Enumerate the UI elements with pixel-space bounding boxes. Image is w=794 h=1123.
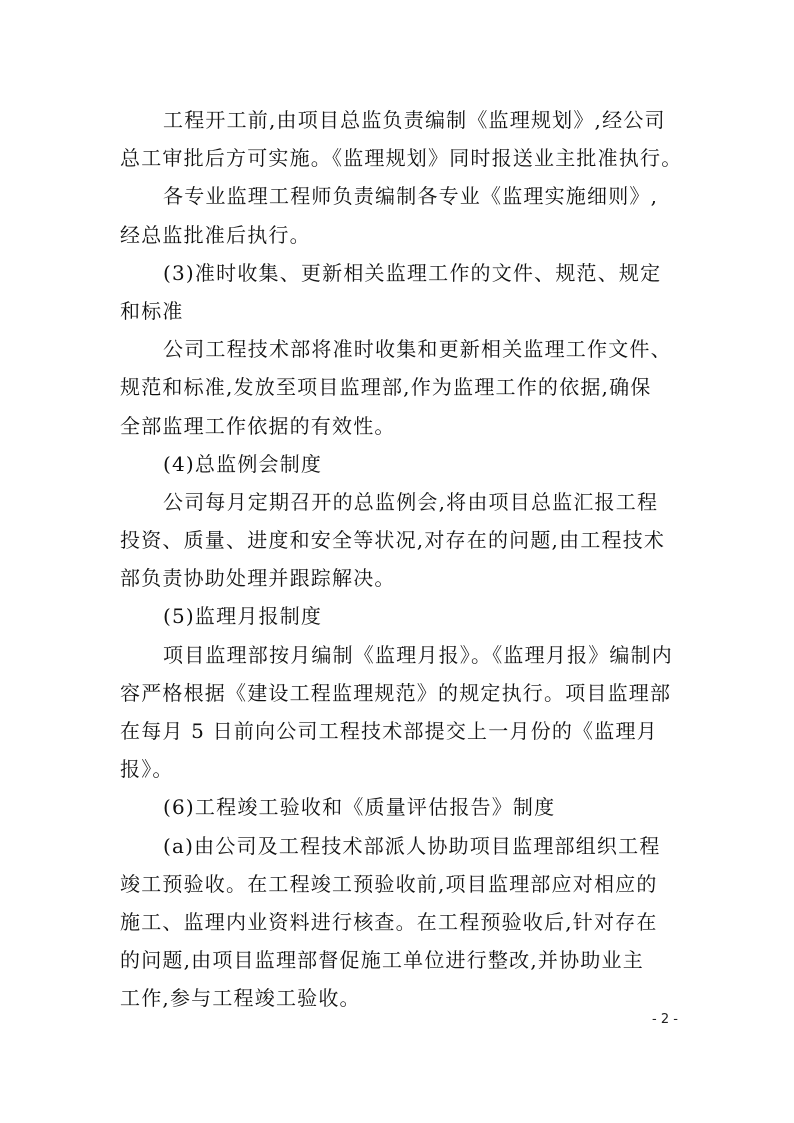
text-line: 经总监批准后执行。 (120, 222, 311, 247)
text-line: 在每月 5 日前向公司工程技术部提交上一月份的《监理月 (120, 719, 658, 743)
text-line: 公司工程技术部将准时收集和更新相关监理工作文件、 (163, 337, 672, 362)
text-line: 全部监理工作依据的有效性。 (120, 413, 396, 438)
section-heading: (6)工程竣工验收和《质量评估报告》制度 (163, 795, 556, 820)
document-body (120, 101, 683, 1018)
text-line: 总工审批后方可实施。《监理规划》同时报送业主批准执行。 (120, 146, 683, 171)
text-line: 规范和标准,发放至项目监理部,作为监理工作的依据,确保 (120, 375, 652, 400)
text-line: 项目监理部按月编制《监理月报》。《监理月报》编制内 (163, 642, 673, 667)
text-line: 部负责协助处理并跟踪解决。 (120, 566, 396, 591)
text-line: 各专业监理工程师负责编制各专业《监理实施细则》, (163, 184, 659, 209)
text-line: 投资、质量、进度和安全等状况,对存在的问题,由工程技术 (120, 528, 666, 553)
section-heading: (5)监理月报制度 (163, 604, 323, 629)
section-heading: (3)准时收集、更新相关监理工作的文件、规范、规定 (163, 260, 662, 285)
section-heading: (4)总监例会制度 (163, 451, 323, 476)
text-line: 公司每月定期召开的总监例会,将由项目总监汇报工程 (163, 489, 659, 514)
text-line: 的问题,由项目监理部督促施工单位进行整改,并协助业主 (120, 948, 644, 973)
text-line: 施工、监理内业资料进行核查。在工程预验收后,针对存在 (120, 909, 658, 934)
text-line: 工作,参与工程竣工验收。 (120, 986, 361, 1011)
text-line: 竣工预验收。在工程竣工预验收前,项目监理部应对相应的 (120, 871, 658, 896)
text-line: 工程开工前,由项目总监负责编制《监理规划》,经公司 (163, 108, 666, 132)
section-heading-continued: 和标准 (120, 298, 184, 323)
text-line: 容严格根据《建设工程监理规范》的规定执行。项目监理部 (120, 680, 672, 705)
text-line: 报》。 (120, 757, 174, 782)
text-line: (a)由公司及工程技术部派人协助项目监理部组织工程 (163, 833, 661, 858)
page-number: - 2 - (652, 1012, 678, 1027)
